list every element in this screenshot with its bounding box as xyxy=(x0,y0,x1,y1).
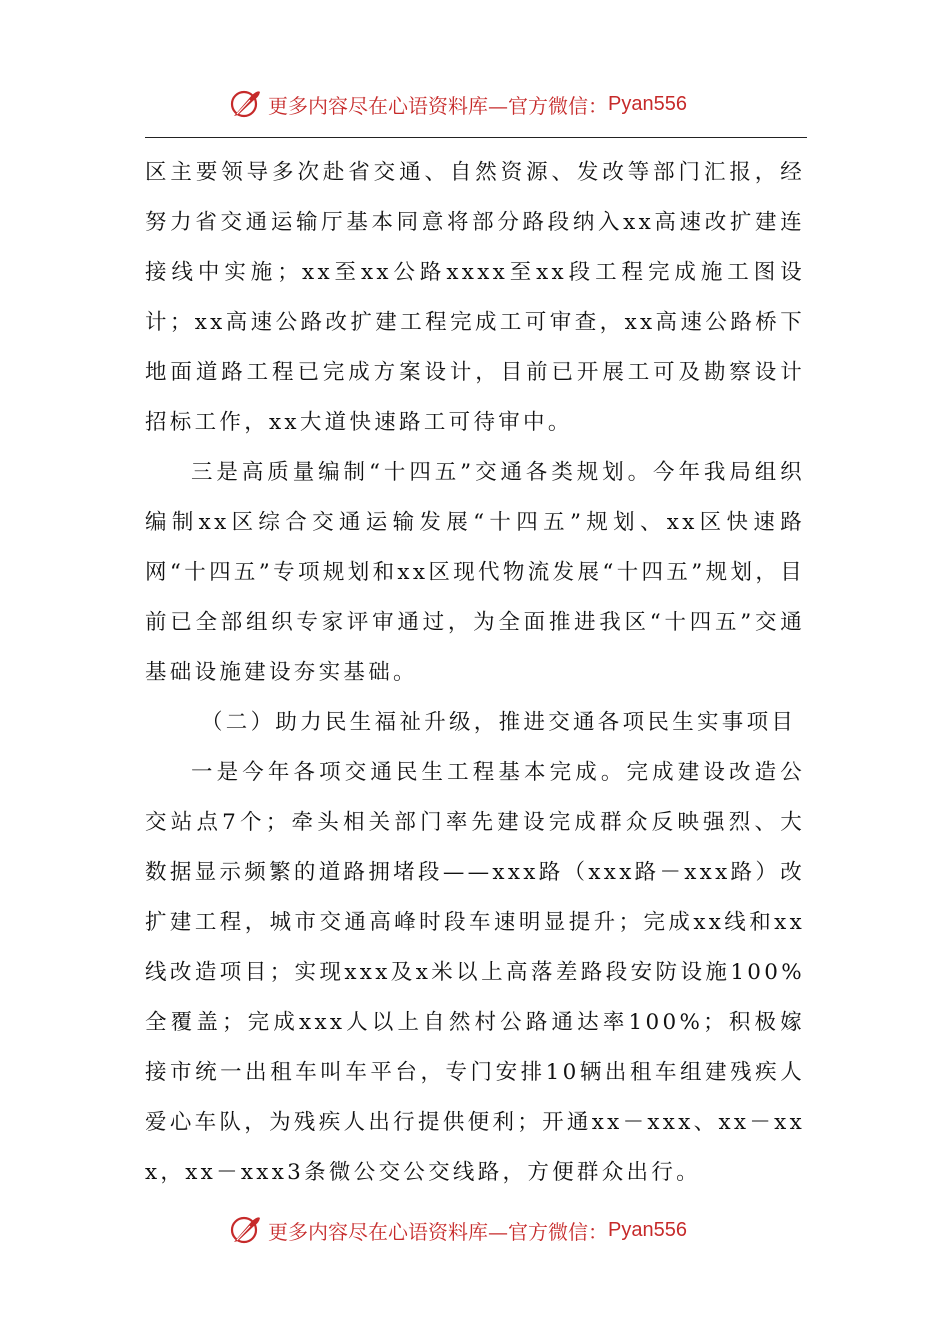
section-heading: （二）助力民生福祉升级，推进交通各项民生实事项目 xyxy=(201,710,797,735)
document-body xyxy=(145,148,805,1198)
footer-banner-contact: Pyan556 xyxy=(608,1218,687,1241)
footer-banner xyxy=(228,1210,687,1250)
paragraph: 一是今年各项交通民生工程基本完成。完成建设改造公交站点7个；牵头相关部门率先建设完成群众反映强烈、大数据显示频繁的道路拥堵段——xxx路（xxx路－xxx路）改扩建工程，城市交通高峰时段车速明显提升；完成xx线和xx线改造项目；实现xxx及x米以上高落差路段安防设施100%全覆盖；完成xxx人以上自然村公路通达率100%；积极嫁接市统一出租车叫车平台，专门安排10辆出租车组建残疾人爱心车队，为残疾人出行提供便利；开通xx－xxx、xx－xxx，xx－xxx3条微公交公交线路，方便群众出行。 xyxy=(145,760,805,1185)
header-banner xyxy=(228,84,687,124)
header-banner-contact: Pyan556 xyxy=(608,92,687,115)
quill-pen-logo-icon xyxy=(228,87,262,121)
paragraph: 三是高质量编制“十四五”交通各类规划。今年我局组织编制xx区综合交通运输发展“十四五”规划、xx区快速路网“十四五”专项规划和xx区现代物流发展“十四五”规划，目前已全部组织专家评审通过，为全面推进我区“十四五”交通基础设施建设夯实基础。 xyxy=(145,460,805,685)
footer-banner-text: 更多内容尽在心语资料库—官方微信： xyxy=(268,1219,608,1244)
header-divider xyxy=(145,137,807,138)
quill-pen-logo-icon xyxy=(228,1213,262,1247)
header-banner-text: 更多内容尽在心语资料库—官方微信： xyxy=(268,93,608,118)
paragraph: 区主要领导多次赴省交通、自然资源、发改等部门汇报，经努力省交通运输厅基本同意将部分路段纳入xx高速改扩建连接线中实施；xx至xx公路xxxx至xx段工程完成施工图设计；xx高速公路改扩建工程完成工可审查，xx高速公路桥下地面道路工程已完成方案设计，目前已开展工可及勘察设计招标工作，xx大道快速路工可待审中。 xyxy=(145,160,805,435)
